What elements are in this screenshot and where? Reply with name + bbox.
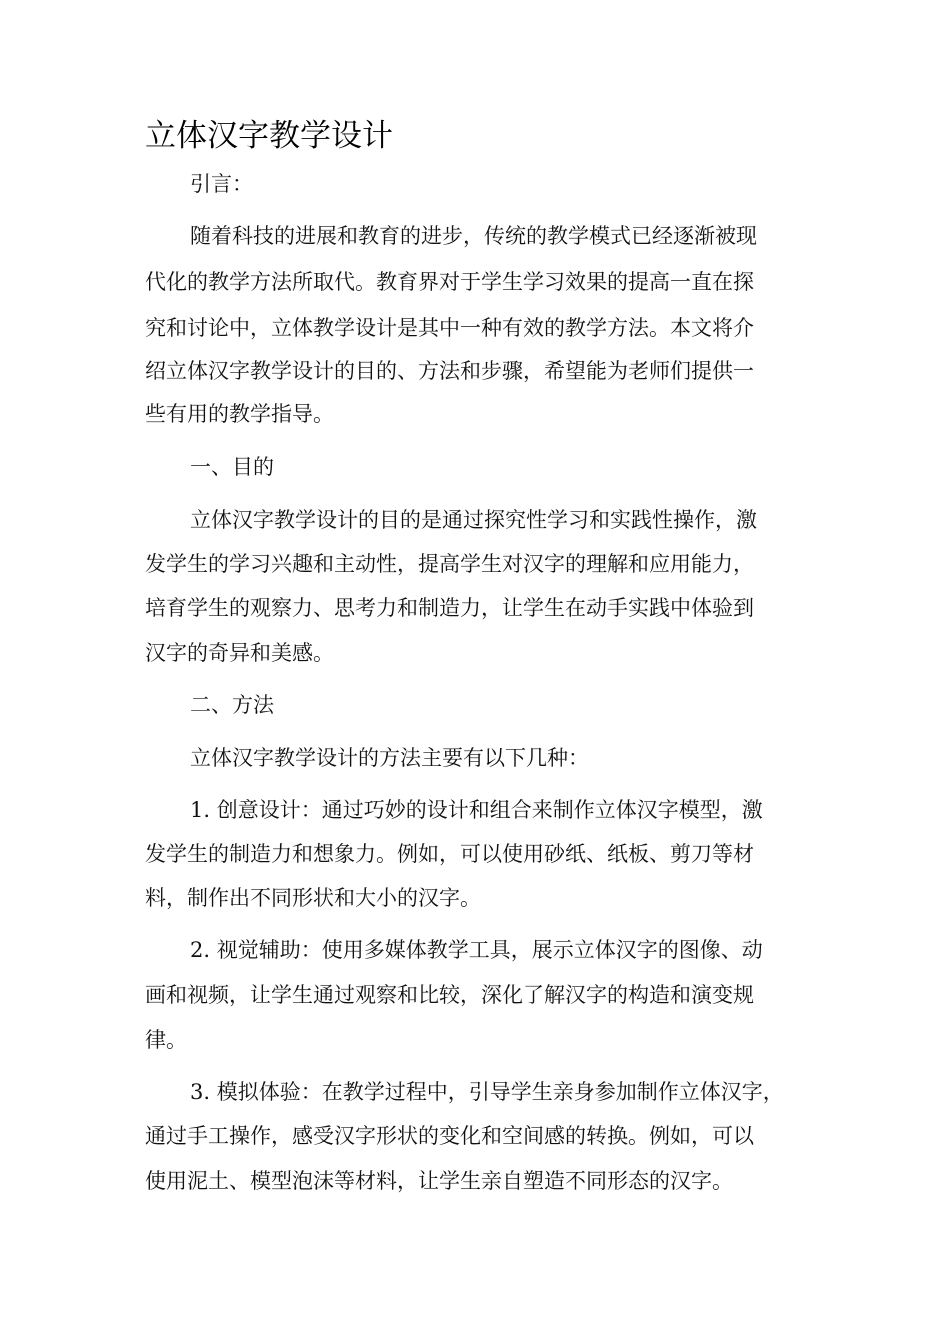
item3-line-3: 使用泥土、模型泡沫等材料，让学生亲自塑造不同形态的汉字。 <box>145 1169 733 1193</box>
item3-line-1: 3. 模拟体验：在教学过程中，引导学生亲身参加制作立体汉字， <box>190 1080 784 1104</box>
section1-line-1: 立体汉字教学设计的目的是通过探究性学习和实践性操作，激 <box>190 508 757 532</box>
item2-line-3: 律。 <box>145 1028 187 1052</box>
intro-line-1: 随着科技的进展和教育的进步，传统的教学模式已经逐渐被现 <box>190 224 757 248</box>
section2-heading: 二、方法 <box>190 693 274 717</box>
item2-line-2: 画和视频，让学生通过观察和比较，深化了解汉字的构造和演变规 <box>145 983 754 1007</box>
item1-line-1: 1. 创意设计：通过巧妙的设计和组合来制作立体汉字模型，激 <box>190 798 763 822</box>
document-title: 立体汉字教学设计 <box>145 118 393 154</box>
section1-line-2: 发学生的学习兴趣和主动性，提高学生对汉字的理解和应用能力， <box>145 552 754 576</box>
item1-line-3: 料，制作出不同形状和大小的汉字。 <box>145 886 481 910</box>
intro-heading: 引言： <box>190 172 253 196</box>
item3-line-2: 通过手工操作，感受汉字形状的变化和空间感的转换。例如，可以 <box>145 1124 754 1148</box>
intro-line-4: 绍立体汉字教学设计的目的、方法和步骤，希望能为老师们提供一 <box>145 359 754 383</box>
section2-intro: 立体汉字教学设计的方法主要有以下几种： <box>190 746 589 770</box>
intro-line-5: 些有用的教学指导。 <box>145 402 334 426</box>
section1-heading: 一、目的 <box>190 455 274 479</box>
section1-line-4: 汉字的奇异和美感。 <box>145 641 334 665</box>
section1-line-3: 培育学生的观察力、思考力和制造力，让学生在动手实践中体验到 <box>145 596 754 620</box>
item2-line-1: 2. 视觉辅助：使用多媒体教学工具，展示立体汉字的图像、动 <box>190 938 763 962</box>
intro-line-2: 代化的教学方法所取代。教育界对于学生学习效果的提高一直在探 <box>145 270 754 294</box>
intro-line-3: 究和讨论中，立体教学设计是其中一种有效的教学方法。本文将介 <box>145 316 754 340</box>
item1-line-2: 发学生的制造力和想象力。例如，可以使用砂纸、纸板、剪刀等材 <box>145 842 754 866</box>
